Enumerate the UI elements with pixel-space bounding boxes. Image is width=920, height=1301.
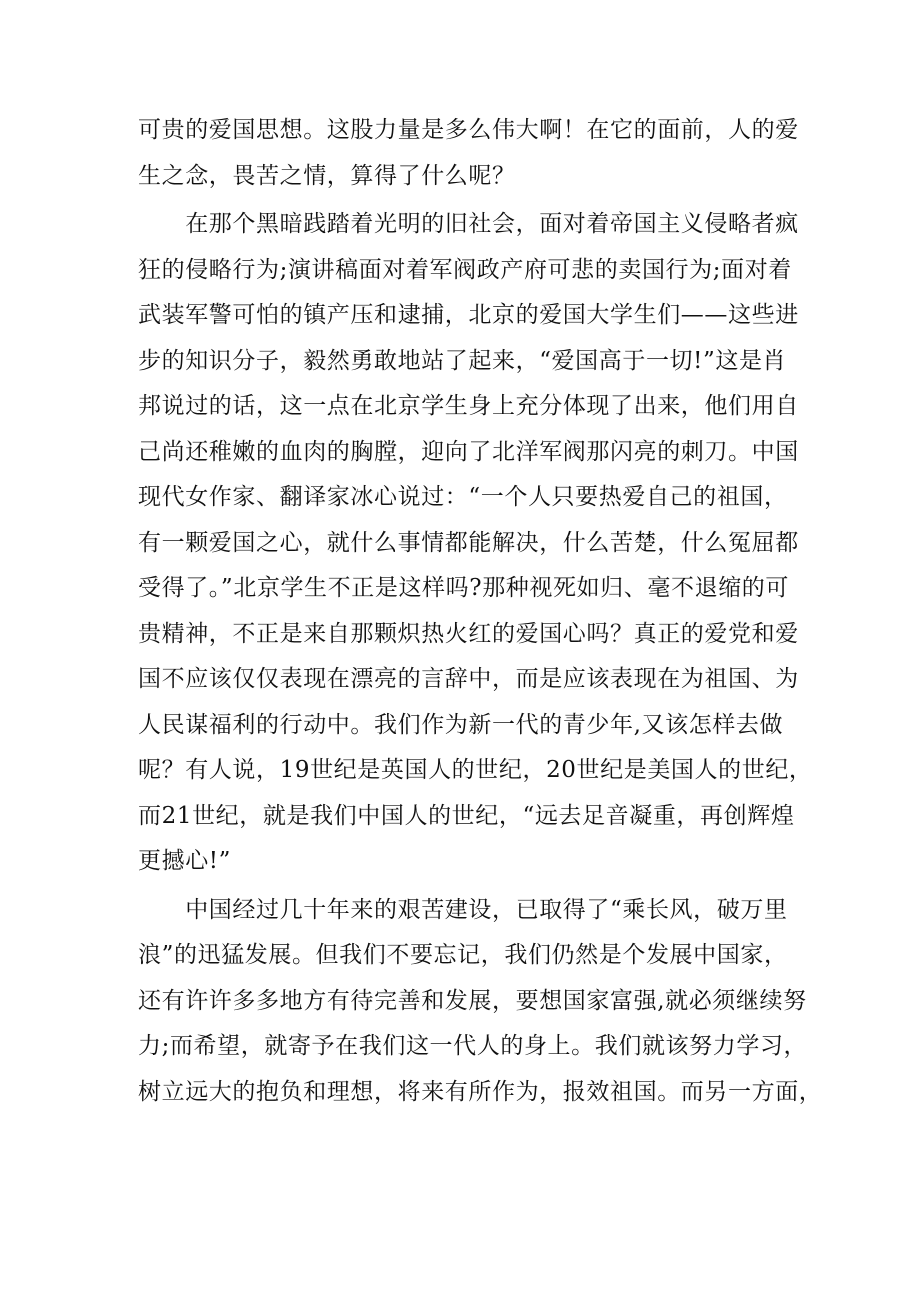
paragraph-3 [138, 888, 823, 1116]
text-line: 力;而希望，就寄予在我们这一代人的身上。我们就该努力学习， [138, 1033, 808, 1059]
text-line: 在那个黑暗践踏着光明的旧社会，面对着帝国主义侵略者疯 [138, 211, 799, 237]
text-line: 国不应该仅仅表现在漂亮的言辞中，而是应该表现在为祖国、为 [138, 666, 799, 692]
text-line: 现代女作家、翻译家冰心说过：“一个人只要热爱自己的祖国， [138, 484, 788, 510]
text-line: 步的知识分子，毅然勇敢地站了起来，“爱国高于一切!”这是肖 [138, 347, 787, 374]
text-line: 贵精神，不正是来自那颗炽热火红的爱国心吗？真正的爱党和爱 [138, 620, 799, 647]
text-line: 呢？有人说，19世纪是英国人的世纪，20世纪是美国人的世纪， [138, 757, 813, 783]
text-line: 生之念，畏苦之情，算得了什么呢？ [138, 162, 516, 189]
text-line: 而21世纪，就是我们中国人的世纪，“远去足音凝重，再创辉煌 [138, 802, 795, 829]
text-line: 浪”的迅猛发展。但我们不要忘记，我们仍然是个发展中国家， [138, 942, 788, 968]
text-line: 有一颗爱国之心，就什么事情都能解决，什么苦楚，什么冤屈都 [138, 529, 799, 556]
text-line: 中国经过几十年来的艰苦建设，已取得了“乘长风，破万里 [138, 896, 788, 923]
text-line: 武装军警可怕的镇产压和逮捕，北京的爱国大学生们——这些进 [138, 302, 799, 328]
document-body [138, 108, 823, 1115]
paragraph-2 [138, 202, 813, 885]
text-line: 树立远大的抱负和理想，将来有所作为，报效祖国。而另一方面， [138, 1078, 823, 1105]
text-line: 己尚还稚嫩的血肉的胸膛，迎向了北洋军阀那闪亮的刺刀。中国 [138, 438, 799, 465]
text-line: 人民谋福利的行动中。我们作为新一代的青少年,又该怎样去做 [138, 711, 784, 738]
text-line: 可贵的爱国思想。这股力量是多么伟大啊！在它的面前，人的爱 [138, 117, 799, 143]
text-line: 狂的侵略行为;演讲稿面对着军阀政产府可悲的卖国行为;面对着 [138, 256, 792, 283]
text-line: 邦说过的话，这一点在北京学生身上充分体现了出来，他们用自 [138, 393, 799, 419]
text-line: 更撼心!” [138, 848, 232, 874]
text-line: 还有许许多多地方有待完善和发展，要想国家富强,就必须继续努 [138, 987, 807, 1014]
paragraph-1 [138, 108, 798, 199]
text-line: 受得了。”北京学生不正是这样吗?那种视死如归、毫不退缩的可 [138, 575, 789, 601]
